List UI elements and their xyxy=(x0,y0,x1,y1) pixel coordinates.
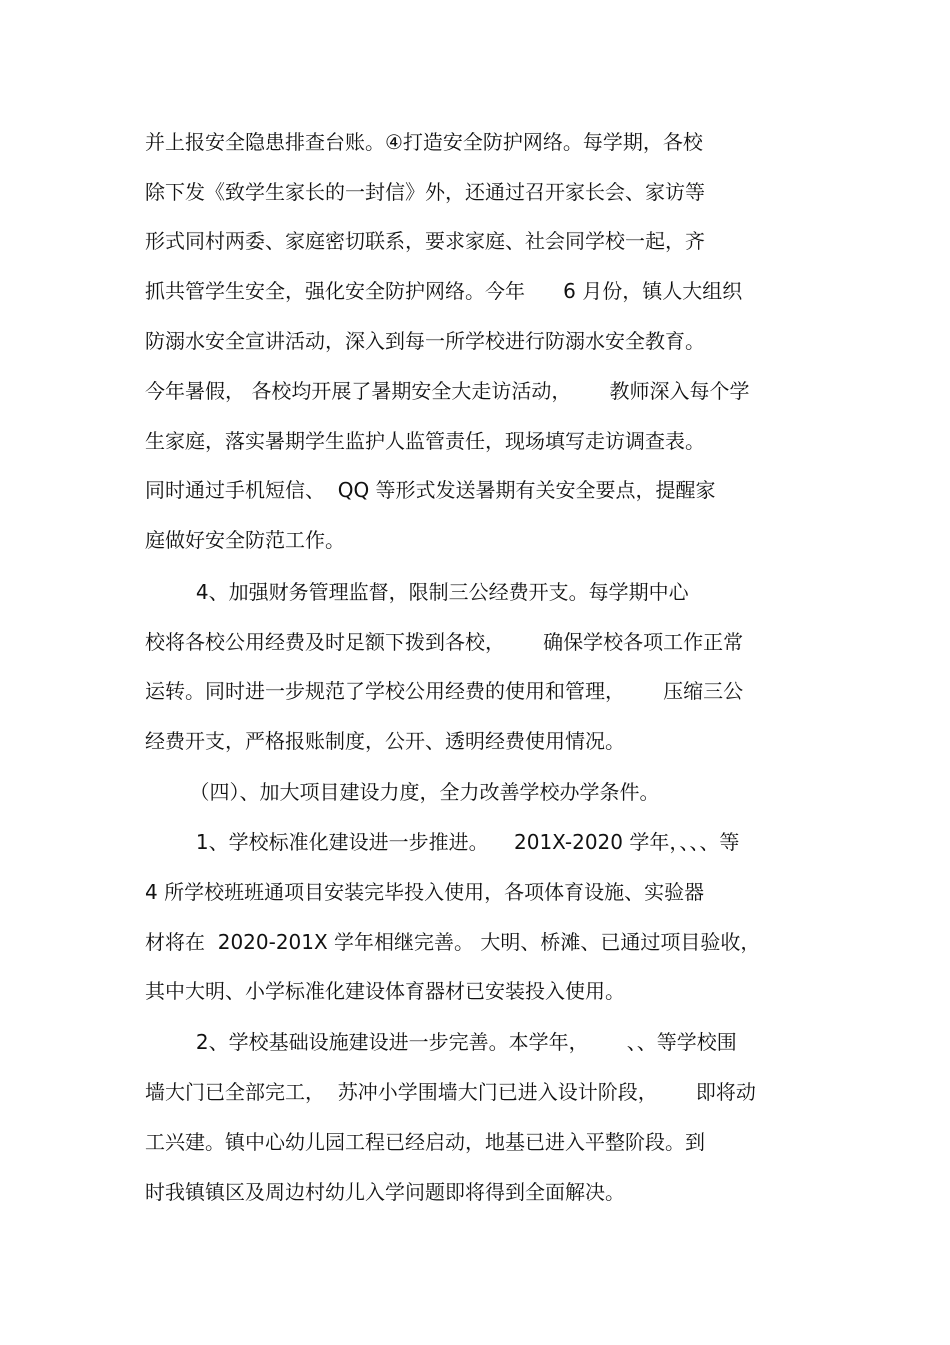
text-line: 4 所学校班班通项目安装完毕投入使用，各项体育设施、实验器 xyxy=(145,880,705,904)
text-line: 今年暑假， 各校均开展了暑期安全大走访活动， 教师深入每个学 xyxy=(145,379,750,403)
text-line: 工兴建。镇中心幼儿园工程已经启动，地基已进入平整阶段。到 xyxy=(145,1130,705,1154)
text-line: 材将在 2020-201X 学年相继完善。 大明、桥滩、已通过项目验收， xyxy=(145,930,761,954)
text-line: 防溺水安全宣讲活动，深入到每一所学校进行防溺水安全教育。 xyxy=(145,329,705,353)
text-line: 其中大明、小学标准化建设体育器材已安装投入使用。 xyxy=(145,979,625,1003)
text-line: 2、学校基础设施建设进一步完善。本学年， 、、等学校围 xyxy=(145,1030,737,1054)
text-line: 墙大门已全部完工， 苏冲小学围墙大门已进入设计阶段， 即将动 xyxy=(145,1080,756,1104)
text-line: 运转。同时进一步规范了学校公用经费的使用和管理， 压缩三公 xyxy=(145,679,744,703)
text-line: 时我镇镇区及周边村幼儿入学问题即将得到全面解决。 xyxy=(145,1180,625,1204)
text-line: 生家庭，落实暑期学生监护人监管责任，现场填写走访调查表。 xyxy=(145,429,705,453)
text-line: 同时通过手机短信、 QQ 等形式发送暑期有关安全要点，提醒家 xyxy=(145,478,716,502)
section-heading: （四）、加大项目建设力度，全力改善学校办学条件。 xyxy=(145,780,660,804)
text-line: 经费开支，严格报账制度，公开、透明经费使用情况。 xyxy=(145,729,625,753)
text-line: 抓共管学生安全，强化安全防护网络。今年 6 月份，镇人大组织 xyxy=(145,279,743,303)
text-line: 4、加强财务管理监督，限制三公经费开支。每学期中心 xyxy=(145,580,689,604)
text-line: 除下发《致学生家长的一封信》外，还通过召开家长会、家访等 xyxy=(145,180,705,204)
text-line: 校将各校公用经费及时足额下拨到各校， 确保学校各项工作正常 xyxy=(145,630,744,654)
text-line: 庭做好安全防范工作。 xyxy=(145,528,345,552)
text-line: 形式同村两委、家庭密切联系，要求家庭、社会同学校一起，齐 xyxy=(145,229,705,253)
text-line: 1、学校标准化建设进一步推进。 201X-2020 学年，、、、等 xyxy=(145,830,740,854)
text-line: 并上报安全隐患排查台账。④打造安全防护网络。每学期，各校 xyxy=(145,130,703,154)
